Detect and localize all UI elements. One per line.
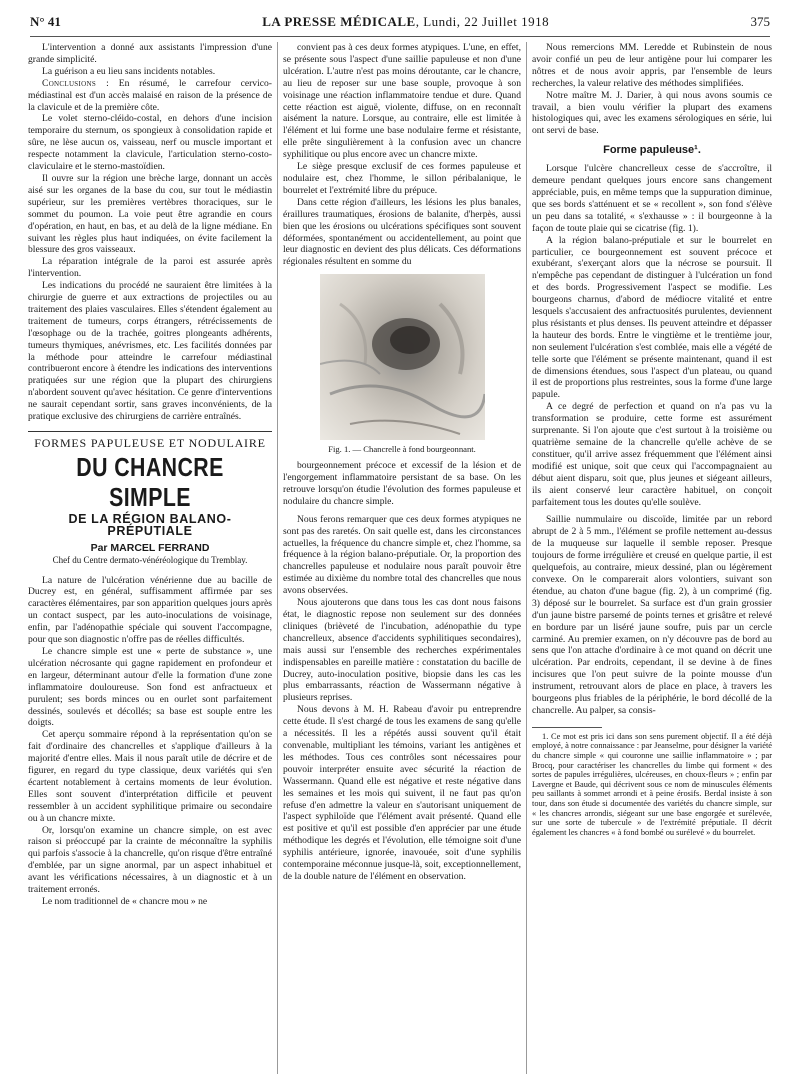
article-author: Par MARCEL FERRAND xyxy=(90,541,210,554)
figure-caption: Fig. 1. — Chancrelle à fond bourgeonnant. xyxy=(328,444,476,455)
paragraph: La nature de l'ulcération vénérienne due au bacille de Ducrey est, en général, suffisamment affirmée par ses caractères élémentaires, par son apparition quelques jours après un contact suspect, par les auto-inoculations de voisinage, enfin, par l'adénopathie spéciale qui souvent l'accompagne, pour que son diagnostic n'offre pas de réelles difficultés. xyxy=(28,574,272,646)
article-title-main: DU CHANCRE SIMPLE xyxy=(76,451,224,512)
page-header xyxy=(30,14,770,37)
footnote-text: 1. Ce mot est pris ici dans son sens purement objectif. Il a été déjà employé, à notre connaissance : par Jeanselme, pour désigner la variété du chancre simple « qui couronne une saillie inflammatoire » ; par Brocq, pour caractériser les chancrelles du limbe qui forment « des sortes de papules irrégulières, ulcéreuses, en choux-fleurs » ; enfin par Lavergne et Baude, qui décrivent sous ce nom de minuscules éléments peu saillants à sommet arrondi et à peine érosifs. Berdal insiste à son tour, dans son étude si documentée des variétés du chancre simple, sur « les chancres arrondis, siégeant sur une base engorgée et surélevée, sur une sorte de tubercule » de l'extrémité préputiale. Il décrit également les chancres « à fond bombé ou surélevé » du bourrelet. xyxy=(532,731,772,837)
paragraph: Lorsque l'ulcère chancrelleux cesse de s'accroître, il demeure pendant quelques jours encore sans changement appréciable, puis, en même temps que la suppuration diminue, que ses bords s'atténuent et se « recollent », son fond s'élève un peu dans sa totalité, « s'exhausse » : il bourgeonne à la façon de toute plaie qui se cicatrise (fig. 1). xyxy=(532,163,772,234)
paragraph: Nous devons à M. H. Rabeau d'avoir pu entreprendre cette étude. Il s'est chargé de tous les examens de sang qu'elle a nécessités. Il les a répétés aussi souvent qu'il était convenable, multipliant les témoins, variant les antigènes et les méthodes. Tous ces contrôles sont nécessaires pour pouvoir interpréter ensuite avec sécurité la réaction de Wassermann. Quand elle est négative et reste négative dans les semaines et les mois qui suivent, il ne faut pas qu'on refuse d'en admettre la valeur en s'autorisant uniquement de l'aspect syphiloïde que l'élément avait présenté. Quand elle est positive et qu'il est possible d'en apprécier par une étude méthodique les degrés et l'évolution, elle témoigne soit d'une syphilis antérieure, ignorée, inavouée, soit d'une syphilis contemporaine méconnue jusque-là, soit, exceptionnellement, de la double nature de l'élément en observation. xyxy=(283,704,521,882)
paragraph: Notre maître M. J. Darier, à qui nous avons soumis ce travail, a bien voulu vérifier la plupart des examens histologiques qui, avec les examens sérologiques en série, lui ont servi de base. xyxy=(532,89,772,137)
author-affiliation: Chef du Centre dermato-vénéréologique du Tremblay. xyxy=(52,554,248,565)
column-rule xyxy=(277,42,278,1074)
conclusions-label: Conclusions : xyxy=(42,77,110,89)
section-title: Forme papuleuse¹. xyxy=(603,144,701,157)
column-left xyxy=(28,42,272,1076)
issue-date: , Lundi, 22 Juillet 1918 xyxy=(415,14,550,29)
paragraph: La réparation intégrale de la paroi est assurée après l'intervention. xyxy=(28,256,272,280)
issue-number: N° 41 xyxy=(30,14,61,29)
paragraph: Le chancre simple est une « perte de substance », une ulcération nécrosante qui gagne rapidement en profondeur et en largeur, déterminant autour d'elle la formation d'une zone inflammatoire douloureuse. Son fond est anfractueux et purulent; ses bords minces ou en ourlet sont parfaitement dessinés, soulevés et décollés; sa base est souple entre les doigts. xyxy=(28,645,272,729)
figure-image-chancre xyxy=(320,274,485,440)
paragraph: Les indications du procédé ne sauraient être limitées à la chirurgie de guerre et aux extractions de projectiles ou au traitement des plaies vasculaires. Elles s'étendent également au traitement de tumeurs, corps étrangers, rétrécissements de l'œsophage ou de la trachée, goitres plongeants adhérents, tumeurs thymiques, anévrismes, etc. Les facilités données par la méthode pour atteindre le carrefour médiastinal contribueront encore à étendre les indications des interventions pratiquées sur une région que la plupart des chirurgiens n'abordent souvent qu'avec hésitation. Ce genre d'interventions ne saurait cependant sortir, sans graves inconvénients, de la pratique exclusive des chirurgiens de carrière entraînés. xyxy=(28,280,272,423)
paragraph: convient pas à ces deux formes atypiques. L'une, en effet, se présente sous l'aspect d'une saillie papuleuse et non d'une ulcération. L'autre n'est pas moins déroutante, car le chancre, au lieu de reposer sur une base souple, provoque à son voisinage une réaction inflammatoire tendue et dure. Quand cette réaction est aiguë, violente, diffuse, on en reconnaît aisément la nature. Lorsque, au contraire, elle est limitée à l'élément et lui forme une base nodulaire ferme et résistante, elle prête singulièrement à la confusion avec un chancre syphilitique ou plus encore avec un chancre mixte. xyxy=(283,42,521,161)
running-title xyxy=(262,14,549,30)
paragraph: Il ouvre sur la région une brèche large, donnant un accès aisé sur les organes de la base du cou, sur tout le médiastin supérieur, sur les premières vertèbres thoraciques, sur le sommet du poumon. La voie peut être agrandie en cours d'opération, en haut, en bas, et au delà de la ligne médiane. En suivant les règles plus haut indiquées, on évite facilement la blessure des gros vaisseaux. xyxy=(28,172,272,256)
figure-1 xyxy=(283,274,521,456)
paragraph: Conclusions : En résumé, le carrefour cervico-médiastinal est d'un accès malaisé en raison de la présence de la clavicule et de la première côte. xyxy=(28,77,272,113)
article-separator xyxy=(28,431,272,432)
paragraph: bourgeonnement précoce et excessif de la lésion et de l'engorgement inflammatoire persistant de sa base. On les retrouve lorsqu'on étudie l'évolution des formes papuleuse et nodulaire du chancre simple. xyxy=(283,460,521,507)
paragraph: Nous remercions MM. Leredde et Rubinstein de nous avoir confié un peu de leur antigène pour lui comparer les nôtres et de nous avoir appris, par l'ensemble de leurs recherches, la valeur relative des méthodes simplifiées. xyxy=(532,42,772,89)
paragraph: Cet aperçu sommaire répond à la représentation qu'on se fait d'ordinaire des chancrelles et s'applique d'ailleurs à la majorité d'entre elles. Mais il nous paraît utile de décrire et de figurer, en regard du type classique, deux variétés qui s'en écartent notablement à certains moments de leur évolution. Elles sont souvent d'interprétation difficile et peuvent ressembler à un accident syphilitique primaire ou secondaire ou à un chancre mixte. xyxy=(28,729,272,824)
article-title-line1: FORMES PAPULEUSE ET NODULAIRE xyxy=(34,436,266,450)
paragraph: Dans cette région d'ailleurs, les lésions les plus banales, éraillures traumatiques, érosions de balanite, d'herpès, aussi bien que les érosions ou ulcérations spécifiques sont souvent déformées, spontanément ou accidentellement, au point que leur diagnostic en devient des plus délicats. Ces déformations régionales résultent en somme du xyxy=(283,196,521,268)
footnote-rule xyxy=(532,727,602,728)
paragraph: La guérison a eu lieu sans incidents notables. xyxy=(42,65,216,77)
paragraph: Nous ajouterons que dans tous les cas dont nous faisons état, le diagnostic repose non seulement sur des données cliniques (brièveté de l'incubation, adénopathie du type chancrelleux, absence d'accidents syphilitiques secondaires), mais aussi sur l'ensemble des recherches expérimentales indispensables en pareille matière : constatation du bacille de Ducrey, auto-inoculation positive, biopsie dans les cas les plus embarrassants, réaction de Wassermann négative à plusieurs reprises. xyxy=(283,597,521,704)
paragraph: Nous ferons remarquer que ces deux formes atypiques ne sont pas des raretés. On sait quelle est, dans les circonstances actuelles, la fréquence du chancre simple et, chez l'homme, sa fréquence à la région balano-préputiale. Or, la proportion des chancrelles papuleuse et nodulaire nous paraît pouvoir être estimée au dixième du nombre total des chancrelles que nous avons observées. xyxy=(283,513,521,597)
paragraph: Saillie nummulaire ou discoïde, limitée par un rebord abrupt de 2 à 5 mm., l'élément se profile nettement au-dessus de la muqueuse sur laquelle il semble reposer. Presque toujours de forme irrégulière et creusé en quelque partie, il est quelquefois, au contraire, mieux dessiné, plan ou légèrement convexe. On le comparerait alors volontiers, suivant son étendue, au chaton d'une bague (fig. 2), à un comprimé (fig. 3) déposé sur le bourrelet. Sa surface est d'un grain grossier d'un jaune bistre parsemé de points ternes et grisâtre et relevé en bordure par un liséré jaune soufre, puis par un cercle carminé. Au premier examen, on n'y découvre pas de bord au sens que l'on attache d'ordinaire à ce mot quand on décrit une ulcération. Par endroits, cependant, il se devine à de fines incisures que l'on peut suivre de la pointe mousse d'un instrument, retrouvant alors de place en place, à travers les bourgeons plus friables de la périphérie, le bord décollé de la chancrelle. Au palper, sa consis- xyxy=(532,514,772,716)
column-rule xyxy=(526,42,527,1074)
page-number: 375 xyxy=(750,14,770,29)
column-right xyxy=(532,42,772,1076)
footnote xyxy=(532,732,772,838)
paragraph: L'intervention a donné aux assistants l'impression d'une grande simplicité. xyxy=(28,42,272,65)
paragraph: A la région balano-préputiale et sur le bourrelet en particulier, ce bourgeonnement est souvent précoce et exubérant, s'exerçant alors que la nécrose se poursuit. Il n'empêche pas cependant de distinguer à l'ulcération un fond et des bords. Progressivement l'aspect se modifie. Les bourgeons charnus, d'abord de médiocre vitalité et entre lesquels s'accusaient des anfractuosités purulentes, deviennent plus résistants et plus denses. Ils peuvent atteindre et dépasser la hauteur des bords. Entre le vingtième et le trentième jour, non seulement l'ulcération s'est comblée, mais elle a végété de telle sorte que l'élément se présente maintenant, quand il est de dimensions étendues, sous l'aspect d'un plateau, ou quand il est de proportions plus restreintes, sous la forme d'une large papule. xyxy=(532,234,772,401)
paragraph: Le siège presque exclusif de ces formes papuleuse et nodulaire est, chez l'homme, le sillon péribalanique, le bourrelet et l'extrémité libre du prépuce. xyxy=(283,161,521,196)
paragraph: A ce degré de perfection et quand on n'a pas vu la transformation se produire, cette forme est assurément surprenante. Si l'on ajoute que c'est surtout à la troisième ou quatrième semaine de la chancrelle qu'elle achève de se constituer, qu'il arrive assez fréquemment que l'élément ainsi modifié est unique, soit que ceux qui l'accompagnaient au début aient disparu, soit que, plus jeunes et siégeant ailleurs, ils aient conservé leur caractère habituel, on conçoit parfaitement tous les doutes qu'elle soulève. xyxy=(532,401,772,508)
column-middle xyxy=(283,42,521,1076)
article-title-line3: DE LA RÉGION BALANO-PRÉPUTIALE xyxy=(68,511,232,538)
paragraph: Or, lorsqu'on examine un chancre simple, on est avec raison si préoccupé par la crainte de méconnaître la syphilis qui parfois s'associe à la chancrelle, qu'on risque d'être entraîné d'emblée, par un signe anormal, par un aspect inhabituel et avant les vérifications nécessaires, à un diagnostic et à un traitement erronés. xyxy=(28,824,272,896)
paragraph: Le nom traditionnel de « chancre mou » ne xyxy=(42,896,208,907)
journal-name: LA PRESSE MÉDICALE xyxy=(262,14,416,29)
paragraph: Le volet sterno-cléido-costal, en dehors d'une incision temporaire du sternum, os spongieux à consolidation rapide et sûre, ne lèse aucun os, vaisseau, nerf ou muscle important et respecte notamment la clavicule, l'articulation sterno-costo-claviculaire et le sterno-mastoïdien. xyxy=(28,113,272,173)
